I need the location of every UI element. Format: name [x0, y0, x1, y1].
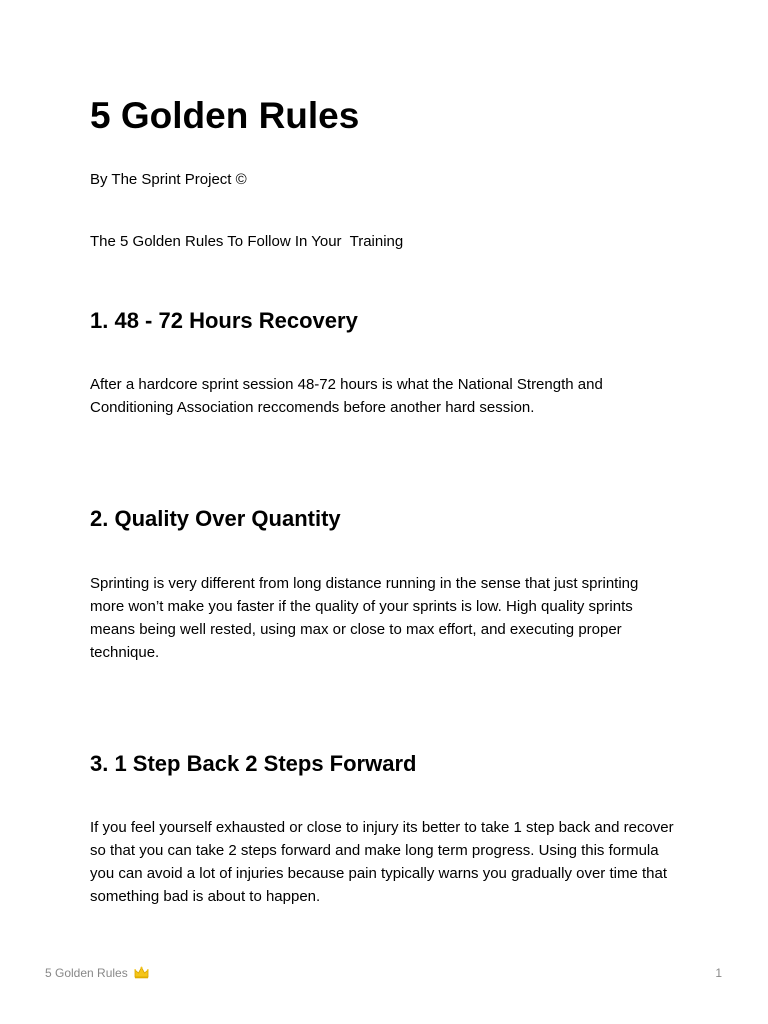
rule-3-heading: 3. 1 Step Back 2 Steps Forward	[90, 751, 417, 776]
rule-1-line: After a hardcore sprint session 48-72 hours is what the National Strength and	[90, 376, 603, 393]
rule-2-body	[90, 572, 690, 664]
rule-2-line: means being well rested, using max or close to max effort, and executing proper	[90, 621, 622, 638]
page-number: 1	[715, 966, 722, 980]
rule-3-line: you can avoid a lot of injuries because pain typically warns you gradually over time that	[90, 865, 667, 882]
rule-1-line: Conditioning Association reccomends before another hard session.	[90, 399, 535, 416]
byline: By The Sprint Project ©	[90, 171, 247, 188]
rule-2-heading: 2. Quality Over Quantity	[90, 506, 341, 531]
rule-2-line: Sprinting is very different from long distance running in the sense that just sprinting	[90, 575, 639, 592]
rule-3-line: If you feel yourself exhausted or close to injury its better to take 1 step back and recover	[90, 819, 674, 836]
intro-text: The 5 Golden Rules To Follow In Your Training	[90, 233, 404, 250]
rule-2-line: technique.	[90, 644, 160, 661]
rule-3-body	[90, 816, 690, 908]
footer-document-title	[45, 965, 149, 983]
footer-title-text: 5 Golden Rules	[45, 966, 128, 980]
rule-1-heading: 1. 48 - 72 Hours Recovery	[90, 308, 358, 333]
rule-3-line: so that you can take 2 steps forward and make long term progress. Using this formula	[90, 842, 659, 859]
rule-1-body	[90, 373, 690, 419]
page-title: 5 Golden Rules	[90, 95, 360, 136]
rule-3-line: something bad is about to happen.	[90, 888, 321, 905]
rule-2-line: more won’t make you faster if the quality of your sprints is low. High quality sprints	[90, 598, 633, 615]
crown-icon	[134, 966, 149, 983]
